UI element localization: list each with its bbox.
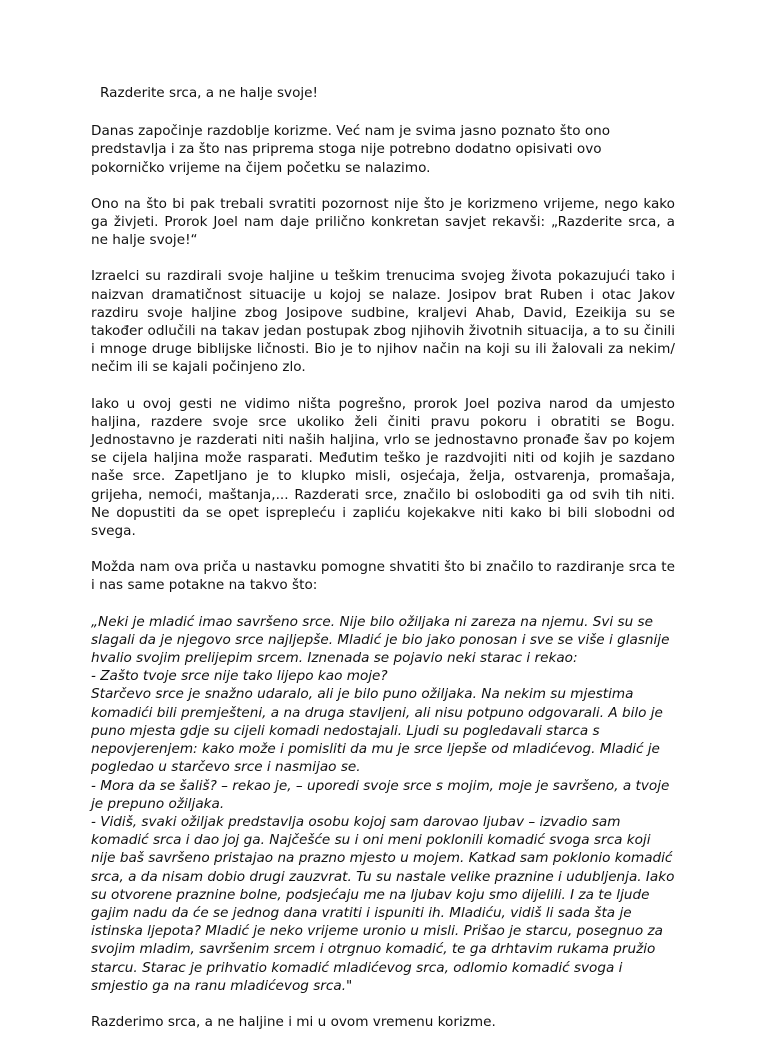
paragraph-israelites: Izraelci su razdirali svoje haljine u teškim trenucima svojeg života pokazujući tako i naizvan dramatičnost situacije u kojoj se nalaze. Josipov brat Ruben i otac Jakov razdiru svoje haljine zbog Josipove sudbine, kraljevi Ahab, David, Ezeikija su se također odlučili na takav jedan postupak zbog njihovih životnih situacija, a to su činili i mnoge druge biblijske ličnosti. Bio je to njihov način na koji su ili žalovali za nekim/ nečim ili se kajali počinjeno zlo.: [91, 268, 675, 376]
quote-line: Starčevo srce je snažno udaralo, ali je bilo puno ožiljaka. Na nekim su mjestima komadići bili premješteni, a na druga stavljeni, ali nisu potpuno odgovarali. A bilo je puno mjesta gdje su cijeli komadi nedostajali. Ljudi su pogledavali starca s nepovjerenjem: kako može i pomisliti da mu je srce ljepše od mladićevog. Mladić je pogledao u starčevo srce i nasmijao se.: [91, 686, 663, 776]
document-page: [91, 84, 675, 1049]
paragraph-joel: Ono na što bi pak trebali svratiti pozornost nije što je korizmeno vrijeme, nego kako ga živjeti. Prorok Joel nam daje prilično konkretan savjet rekavši: „Razderite srca, a ne halje svoje!“: [91, 195, 675, 249]
paragraph-intro: Danas započinje razdoblje korizme. Već nam je svima jasno poznato što ono predstavlja i za što nas priprema stoga nije potrebno dodatno opisivati ovo pokorničko vrijeme na čijem početku se nalazimo.: [91, 123, 611, 176]
quote-line: - Vidiš, svaki ožiljak predstavlja osobu kojoj sam darovao ljubav – izvadio sam komadić srca i dao joj ga. Najčešće su i oni meni poklonili komadić svoga srca koji nije baš savršeno pristajao na prazno mjesto u mojem. Katkad sam poklonio komadić srca, a da nisam dobio drugi zauzvrat. Tu su nastale velike praznine i udubljenja. Iako su otvorene praznine bolne, podsjećaju me na ljubav koju smo dijelili. I za te ljude gajim nadu da će se jednog dana vratiti i ispuniti ih. Mladiću, vidiš li sada šta je istinska ljepota? Mladić je neko vrijeme uronio u misli. Prišao je starcu, posegnuo za svojim mladim, savršenim srcem i otrgnuo komadić, te ga drhtavim rukama pružio starcu. Starac je prihvatio komadić mladićevog srca, odlomio komadić svoga i smjestio ga na ranu mladićevog srca.": [91, 813, 675, 994]
document-title: Razderite srca, a ne halje svoje!: [100, 85, 318, 101]
quote-line: - Mora da se šališ? – rekao je, – uporedi svoje srce s mojim, moje je savršeno, a tvoje je prepuno ožiljaka.: [91, 777, 670, 812]
story-quote: [91, 613, 675, 995]
paragraph-closing: Razderimo srca, a ne haljine i mi u ovom vremenu korizme.: [91, 1013, 496, 1030]
quote-line: - Zašto tvoje srce nije tako lijepo kao moje?: [91, 668, 388, 685]
paragraph-story-intro: Možda nam ova priča u nastavku pomogne shvatiti što bi značilo to razdiranje srca te i nas same potakne na takvo što:: [91, 559, 675, 594]
paragraph-gesture: Iako u ovoj gesti ne vidimo ništa pogrešno, prorok Joel poziva narod da umjesto haljina, razdere svoje srce ukoliko želi činiti pravu pokoru i obratiti se Bogu. Jednostavno je razderati niti naših haljina, vrlo se jednostavno pronađe šav po kojem se cijela haljina može rasparati. Međutim teško je razdvojiti niti od kojih je sazdano naše srce. Zapetljano je to klupko misli, osjećaja, želja, ostvarenja, promašaja, grijeha, nemoći, maštanja,... Razderati srce, značilo bi osloboditi ga od svih tih niti. Ne dopustiti da se opet isprepleću i zapliću kojekakve niti kako bi bili slobodni od svega.: [91, 395, 675, 540]
quote-line: „Neki je mladić imao savršeno srce. Nije bilo ožiljaka ni zareza na njemu. Svi su se slagali da je njegovo srce najljepše. Mladić je bio jako ponosan i sve se više i glasnije hvalio svojim prelijepim srcem. Iznenada se pojavio neki starac i rekao:: [91, 613, 670, 667]
